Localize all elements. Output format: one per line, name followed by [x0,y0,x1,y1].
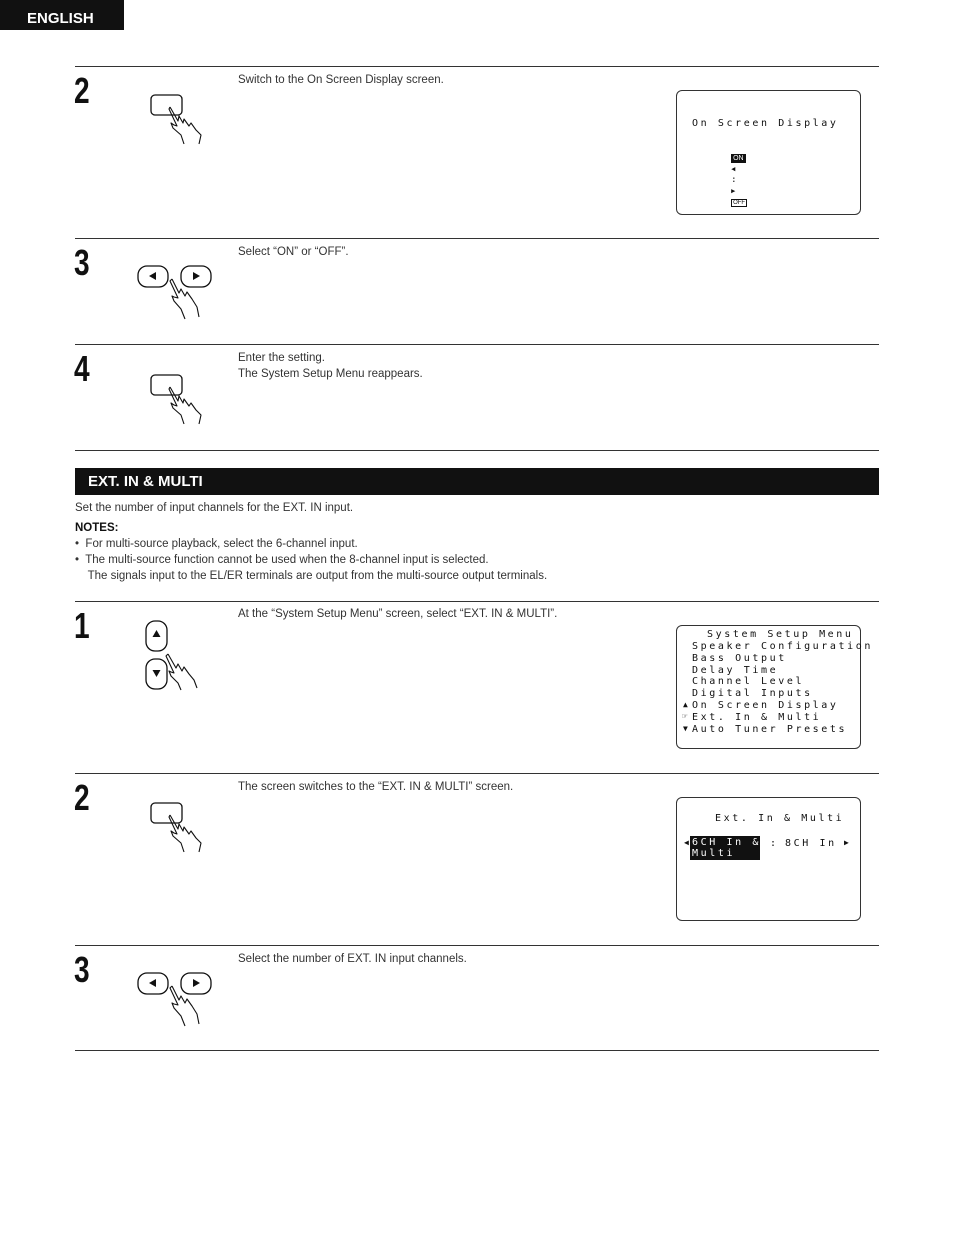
enter-button-hand-icon [148,372,208,426]
osd-option-line: Multi [692,848,736,859]
section-title: EXT. IN & MULTI [75,468,879,495]
left-arrow-icon: ◀ [684,838,689,847]
divider [75,1050,879,1051]
osd-menu-item: Channel Level [692,676,805,687]
step-instruction [238,779,513,795]
left-arrow-icon: ◀ [731,165,736,173]
note-item: The signals input to the EL/ER terminals are output from the multi-source output terminals. [75,570,548,582]
osd-menu-item: Delay Time [692,665,779,676]
osd-option-off: OFF [733,200,746,206]
osd-option-line: 6CH In & [692,837,761,848]
left-right-buttons-hand-icon [135,970,215,1030]
enter-button-hand-icon [148,800,208,854]
divider [75,450,879,451]
osd-menu-item: Speaker Configuration [692,641,874,652]
notes-title: NOTES: [75,522,119,534]
osd-option: 8CH In [785,838,837,849]
osd-separator: : [770,838,779,849]
osd-title: System Setup Menu [707,629,854,640]
divider [75,601,879,602]
step-instruction [238,72,444,88]
step-text-line: At the “System Setup Menu” screen, select “EXT. IN & MULTI”. [238,608,558,620]
step-number: 3 [74,242,90,283]
step-instruction [238,350,423,382]
osd-title: On Screen Display [692,118,839,129]
step-number: 4 [74,348,90,389]
down-arrow-icon: ▼ [683,724,688,733]
step-number: 1 [74,605,90,646]
osd-option-on: ON [733,155,744,162]
note-item: • For multi-source playback, select the 6-channel input. [75,538,358,550]
divider [75,66,879,67]
osd-menu-item: Auto Tuner Presets [692,724,848,735]
divider [75,773,879,774]
osd-screen-on-screen-display [676,90,861,215]
osd-menu-item: Bass Output [692,653,787,664]
section-intro: Set the number of input channels for the EXT. IN input. [75,502,354,514]
note-item: • The multi-source function cannot be used when the 8-channel input is selected. [75,554,489,566]
language-tab [0,0,124,30]
step-text-line: Select the number of EXT. IN input channels. [238,953,467,965]
osd-screen-system-setup-menu [676,625,874,749]
osd-screen-ext-in-multi [676,797,861,921]
right-arrow-icon: ▶ [844,838,849,847]
pointing-hand-cursor-icon: ☞ [682,712,688,722]
divider [75,344,879,345]
step-instruction [238,951,467,967]
step-text-line: The screen switches to the “EXT. IN & MULTI” screen. [238,781,514,793]
left-right-buttons-hand-icon [135,263,215,323]
divider [75,238,879,239]
osd-menu-item: Digital Inputs [692,688,813,699]
up-arrow-icon: ▲ [683,700,688,709]
language-label: ENGLISH [27,10,94,27]
enter-button-hand-icon [148,92,208,146]
step-text-line: The System Setup Menu reappears. [238,368,423,380]
step-number: 2 [74,777,90,818]
step-text-line: Select “ON” or “OFF”. [238,246,349,258]
osd-title: Ext. In & Multi [715,813,845,824]
osd-option-selected [690,836,760,860]
step-number: 3 [74,949,90,990]
step-instruction [238,606,557,622]
up-down-buttons-hand-icon [142,618,212,692]
step-text-line: Enter the setting. [238,352,325,364]
osd-menu-item-selected: Ext. In & Multi [692,712,822,723]
step-number: 2 [74,70,90,111]
osd-menu-item: On Screen Display [692,700,839,711]
step-text-line: Switch to the On Screen Display screen. [238,74,444,86]
divider [75,945,879,946]
osd-separator: : [731,175,737,185]
right-arrow-icon: ▶ [731,187,736,195]
notes-block [75,520,547,584]
step-instruction [238,244,349,260]
